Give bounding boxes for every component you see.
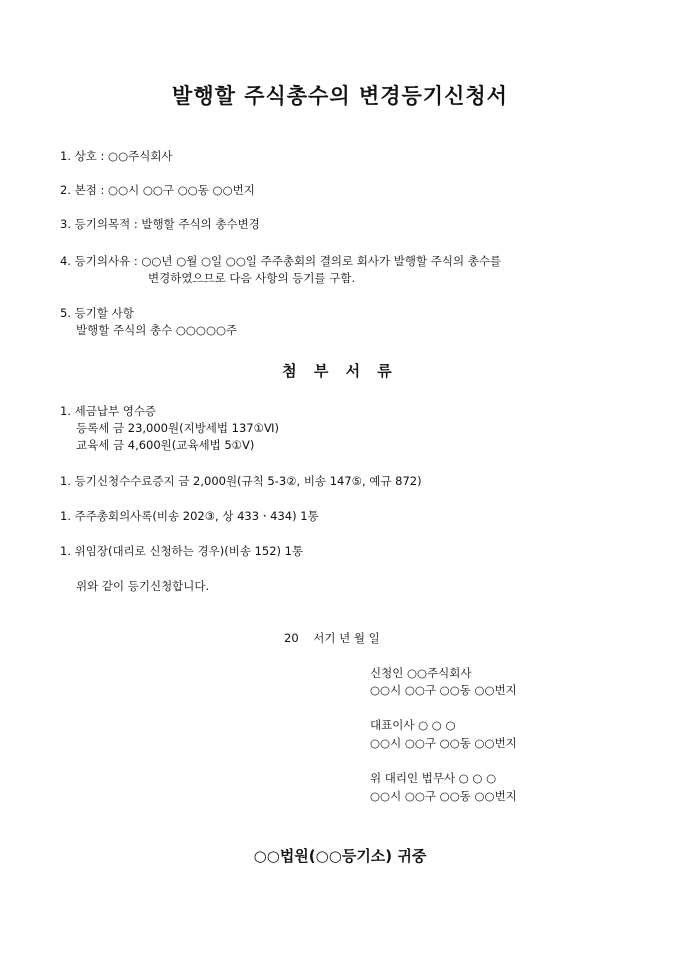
item-registration-reason: 4. 등기의사유 : ○○년 ○월 ○일 ○○일 주주총회의 결의로 회사가 발행할 주식의 총수를: [60, 254, 502, 268]
applicant-address: ○○시 ○○구 ○○동 ○○번지: [370, 683, 517, 697]
item-total-shares: 발행할 주식의 총수 ○○○○○주: [76, 323, 238, 337]
attachments-title: 첨 부 서 류: [282, 362, 398, 380]
attachment-power-of-attorney: 1. 위임장(대리로 신청하는 경우)(비송 152) 1통: [60, 544, 304, 558]
attachment-meeting-minutes: 1. 주주총회의사록(비송 202③, 상 433ㆍ434) 1통: [60, 509, 319, 523]
document-title: 발행할 주식총수의 변경등기신청서: [172, 84, 508, 108]
item-registration-reason-cont: 변경하였으므로 다음 사항의 등기를 구함.: [148, 271, 356, 285]
attachment-tax-receipt: 1. 세금납부 영수증: [60, 404, 157, 418]
representative-name: 대표이사 ○ ○ ○: [370, 718, 456, 732]
agent-address: ○○시 ○○구 ○○동 ○○번지: [370, 789, 517, 803]
item-registration-matters: 5. 등기할 사항: [60, 306, 134, 320]
representative-address: ○○시 ○○구 ○○동 ○○번지: [370, 736, 517, 750]
item-head-office: 2. 본점 : ○○시 ○○구 ○○동 ○○번지: [60, 183, 255, 197]
closing-statement: 위와 같이 등기신청합니다.: [76, 579, 210, 593]
attachment-education-tax: 교육세 금 4,600원(교육세법 5①Ⅴ): [76, 438, 255, 452]
court-addressee: ○○법원(○○등기소) 귀중: [253, 847, 427, 865]
item-company-name: 1. 상호 : ○○주식회사: [60, 149, 173, 163]
item-registration-purpose: 3. 등기의목적 : 발행할 주식의 총수변경: [60, 217, 260, 231]
attachment-registration-tax: 등록세 금 23,000원(지방세법 137①Ⅵ): [76, 421, 280, 435]
date-line: 20 서기 년 월 일: [284, 631, 380, 645]
agent-name: 위 대리인 법무사 ○ ○ ○: [370, 771, 497, 785]
attachment-fee-stamp: 1. 등기신청수수료증지 금 2,000원(규칙 5-3②, 비송 147⑤, 예규 872): [60, 474, 422, 488]
applicant-name: 신청인 ○○주식회사: [370, 666, 472, 680]
